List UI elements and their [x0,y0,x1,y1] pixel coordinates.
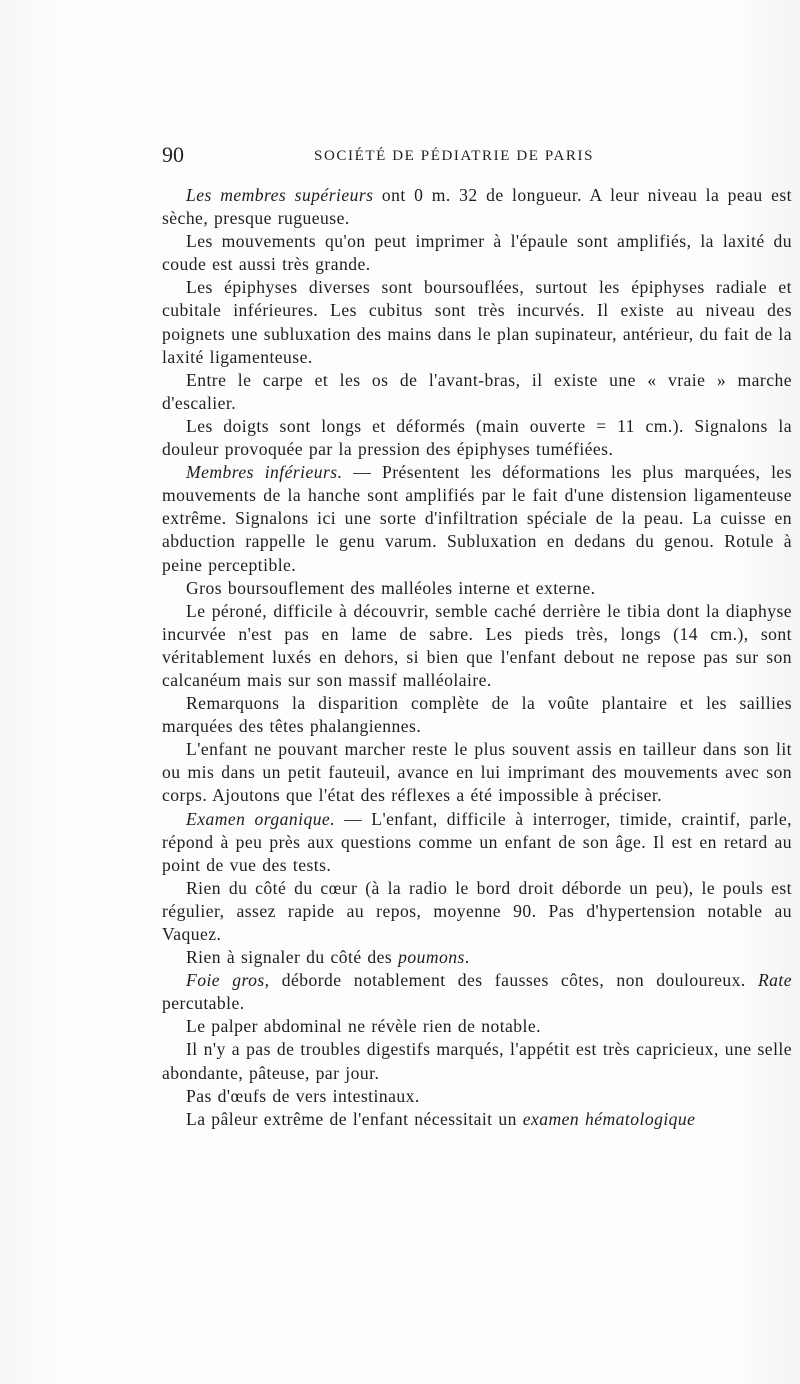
paragraph-text-end: percutable. [162,993,245,1014]
italic-trail: poumons [398,947,465,968]
paragraph-text: Le péroné, difficile à découvrir, semble caché derrière le tibia dont la diaphyse incurvée n'est pas en lame de sabre. Les pieds très, longs (14 cm.), sont véritablement luxés en dehors, si bien que l'enfant debout ne repose pas sur son calcanéum mais sur son massif malléolaire. [162,600,792,690]
paragraph-organic-exam [162,808,792,877]
paragraph-malleoli [162,577,792,600]
italic-trail: examen hématologique [522,1108,696,1129]
page-number: 90 [162,142,184,167]
paragraph-text: — L'enfant, difficile à interroger, timide, craintif, parle, répond à peu près aux questions comme un enfant de son âge. Il est en retard au point de vue des tests. [162,808,792,875]
paragraph-carpus [162,369,792,415]
paragraph-text: Les épiphyses diverses sont boursouflées, surtout les épiphyses radiale et cubitale inférieures. Les cubitus sont très incurvés. Il existe au niveau des poignets une subluxation des mains dans le plan supinateur, antérieur, du fait de la laxité ligamenteuse. [162,277,792,367]
paragraph-digestive [162,1038,792,1084]
page-header [162,140,792,170]
paragraph-lungs [162,946,792,969]
paragraph-heart [162,877,792,946]
paragraph-text: Entre le carpe et les os de l'avant-bras, il existe une « vraie » marche d'escalier. [162,369,792,413]
paragraph-text: Gros boursouflement des malléoles interne et externe. [186,577,596,598]
paragraph-sitting [162,738,792,807]
paragraph-fibula [162,600,792,692]
paragraph-liver [162,969,792,1015]
paragraph-text: Remarquons la disparition complète de la voûte plantaire et les saillies marquées des têtes phalangiennes. [162,693,792,737]
italic-lead: Foie gros, [186,970,270,991]
italic-lead: Examen organique. [186,808,336,829]
paragraph-text: Les doigts sont longs et déformés (main ouverte = 11 cm.). Signalons la douleur provoquée par la pression des épiphyses tuméfiées. [162,415,792,460]
paragraph-lower-limbs [162,461,792,576]
paragraph-text: Il n'y a pas de troubles digestifs marqués, l'appétit est très capricieux, une selle abondante, pâteuse, par jour. [162,1039,792,1083]
running-title: SOCIÉTÉ DE PÉDIATRIE DE PARIS [314,148,595,164]
paragraph-abdomen [162,1015,792,1038]
paragraph-text: ont 0 m. 32 de longueur. A leur niveau la peau est sèche, presque rugueuse. [162,185,792,229]
paragraph-pallor [162,1108,792,1131]
paragraph-text: Le palper abdominal ne révèle rien de notable. [186,1016,541,1037]
paragraph-text-end: . [464,947,470,968]
paragraph-text: déborde notablement des fausses côtes, non douloureux. [269,970,758,991]
paragraph-worms [162,1085,792,1108]
paragraph-text: — Présentent les déformations les plus marquées, les mouvements de la hanche sont amplifiés par le fait d'une distension ligamenteuse extrême. Signalons ici une sorte d'infiltration spéciale de la peau. La cuisse en abduction rappelle le genu varum. Subluxation en dedans du genou. Rotule à peine perceptible. [162,462,792,575]
paragraph-text: Rien à signaler du côté des [186,947,399,968]
paragraph-text: Rien du côté du cœur (à la radio le bord droit déborde un peu), le pouls est régulier, assez rapide au repos, moyenne 90. Pas d'hypertension notable au Vaquez. [162,877,792,944]
paragraph-fingers [162,415,792,461]
body-text [162,184,792,1131]
italic-lead: Les membres supérieurs [186,185,374,205]
paragraph-text: Les mouvements qu'on peut imprimer à l'épaule sont amplifiés, la laxité du coude est aussi très grande. [162,231,792,275]
paragraph-text: L'enfant ne pouvant marcher reste le plus souvent assis en tailleur dans son lit ou mis dans un petit fauteuil, avance en lui imprimant des mouvements avec son corps. Ajoutons que l'état des réflexes a été impossible à préciser. [162,739,792,806]
italic-lead: Membres inférieurs. [186,462,343,483]
paragraph-text: Pas d'œufs de vers intestinaux. [186,1085,420,1106]
paragraph-epiphyses [162,276,792,368]
italic-trail: Rate [757,970,792,991]
paragraph-text: La pâleur extrême de l'enfant nécessitait un [186,1108,523,1129]
paragraph-plantar-arch [162,692,792,738]
paragraph-upper-limbs [162,184,792,230]
paragraph-shoulder-mobility [162,230,792,276]
